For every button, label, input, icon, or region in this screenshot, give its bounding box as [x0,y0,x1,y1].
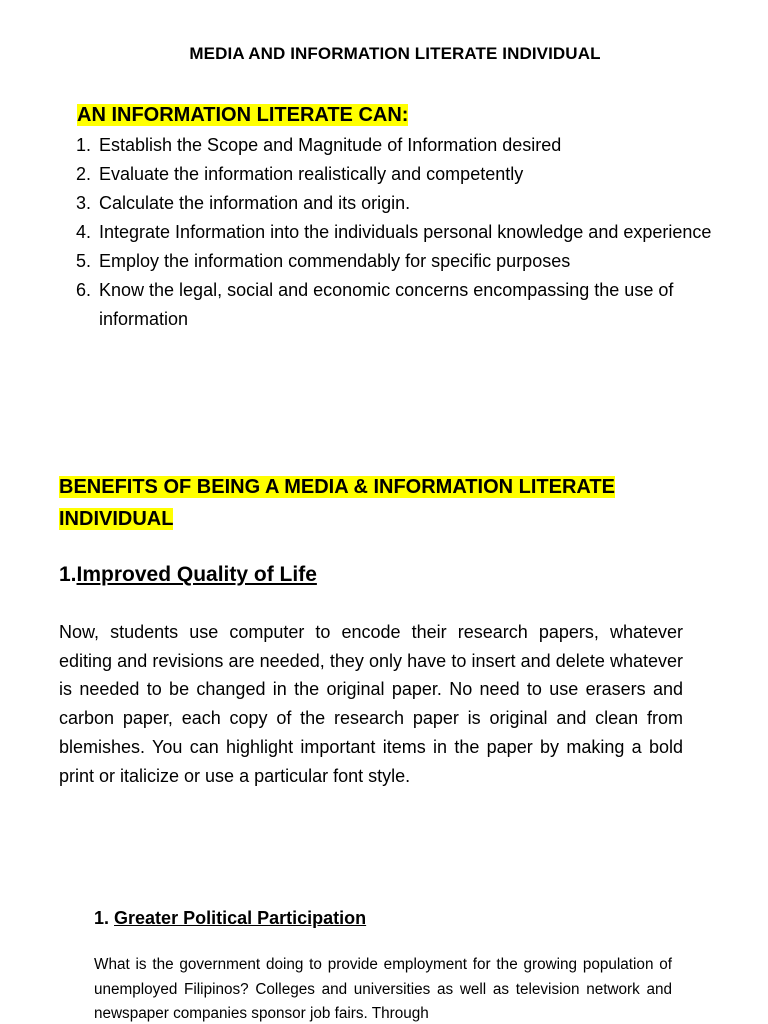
subheading-political-participation [94,905,366,931]
highlighted-heading-text: AN INFORMATION LITERATE CAN: [77,104,409,126]
list-item-text: Integrate Information into the individuals personal knowledge and experience [99,222,712,242]
list-item [76,189,716,218]
list-item-number: 2. [76,164,92,184]
list-item [76,160,716,189]
list-item [76,218,716,247]
subheading-title: Improved Quality of Life [76,563,317,586]
subheading-number: 1. [59,563,77,586]
subheading-title: Greater Political Participation [114,908,367,928]
list-item [76,131,716,160]
document-title: MEDIA AND INFORMATION LITERATE INDIVIDUAL [189,44,601,63]
list-item-number: 6. [76,280,92,300]
list-item [76,276,716,334]
body-paragraph-quality-of-life: Now, students use computer to encode their research papers, whatever editing and revisions are needed, they only have to insert and delete whatever is needed to be changed in the original paper. No need to use erasers and carbon paper, each copy of the research paper is original and clean from blemishes. You can highlight important items in the paper by making a bold print or italicize or use a particular font style. [59,622,683,786]
list-item-number: 5. [76,251,92,271]
subheading-number: 1. [94,908,110,928]
list-item-text: Establish the Scope and Magnitude of Information desired [99,135,562,155]
list-item-number: 1. [76,135,92,155]
list-item-number: 3. [76,193,92,213]
list-item-text: Know the legal, social and economic concerns encompassing the use of information [99,280,674,329]
list-item-text: Employ the information commendably for specific purposes [99,251,571,271]
highlighted-heading-text: BENEFITS OF BEING A MEDIA & INFORMATION LITERATE INDIVIDUAL [59,476,615,530]
body-paragraph-political-participation: What is the government doing to provide employment for the growing population of unemployed Filipinos? Colleges and universities as well as television network and newspaper companies sponsor job fairs. Through [94,956,672,1022]
section-heading-information-literate [77,102,408,128]
subheading-improved-quality [59,560,317,590]
list-item-text: Calculate the information and its origin. [99,193,411,213]
list-item-text: Evaluate the information realistically and competently [99,164,524,184]
list-item-number: 4. [76,222,92,242]
section-heading-benefits [59,471,719,535]
list-item [76,247,716,276]
capabilities-list [76,131,716,334]
